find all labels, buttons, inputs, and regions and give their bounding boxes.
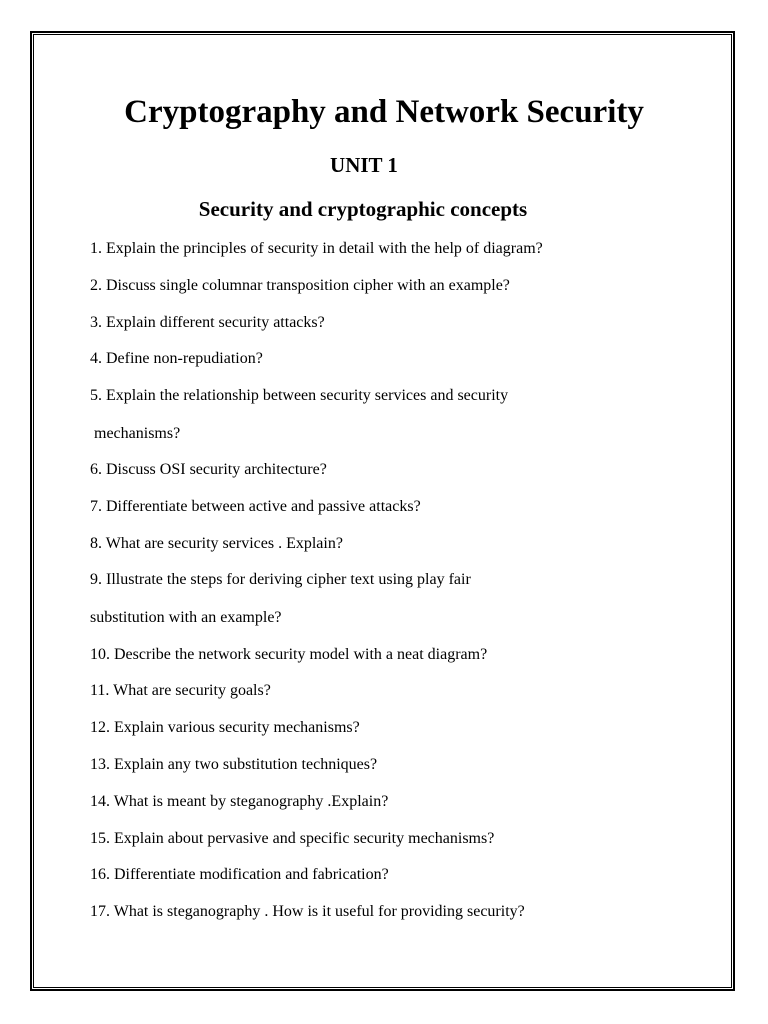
- question-line: 4. Define non-repudiation?: [90, 350, 263, 367]
- question-line: 5. Explain the relationship between security services and security: [90, 387, 509, 404]
- question-line: 12. Explain various security mechanisms?: [90, 719, 360, 736]
- question-line: 16. Differentiate modification and fabrication?: [90, 866, 389, 883]
- question-line: 10. Describe the network security model with a neat diagram?: [90, 646, 488, 663]
- question-line: 9. Illustrate the steps for deriving cipher text using play fair: [90, 571, 471, 588]
- question-line: 8. What are security services . Explain?: [90, 535, 343, 552]
- question-line: 11. What are security goals?: [90, 682, 271, 699]
- question-line: 15. Explain about pervasive and specific security mechanisms?: [90, 830, 495, 847]
- section-heading: Security and cryptographic concepts: [198, 197, 528, 221]
- question-line-continuation: substitution with an example?: [90, 609, 282, 626]
- question-line: 7. Differentiate between active and passive attacks?: [90, 498, 421, 515]
- question-line: 2. Discuss single columnar transposition cipher with an example?: [90, 277, 510, 294]
- question-line: 3. Explain different security attacks?: [90, 314, 325, 331]
- unit-heading: UNIT 1: [330, 153, 398, 177]
- question-line: 14. What is meant by steganography .Explain?: [90, 793, 389, 810]
- question-line-continuation: mechanisms?: [94, 425, 181, 442]
- question-line: 13. Explain any two substitution techniques?: [90, 756, 378, 773]
- document-title: Cryptography and Network Security: [124, 94, 644, 130]
- question-line: 6. Discuss OSI security architecture?: [90, 461, 327, 478]
- question-line: 17. What is steganography . How is it useful for providing security?: [90, 903, 525, 920]
- question-line: 1. Explain the principles of security in detail with the help of diagram?: [90, 240, 543, 257]
